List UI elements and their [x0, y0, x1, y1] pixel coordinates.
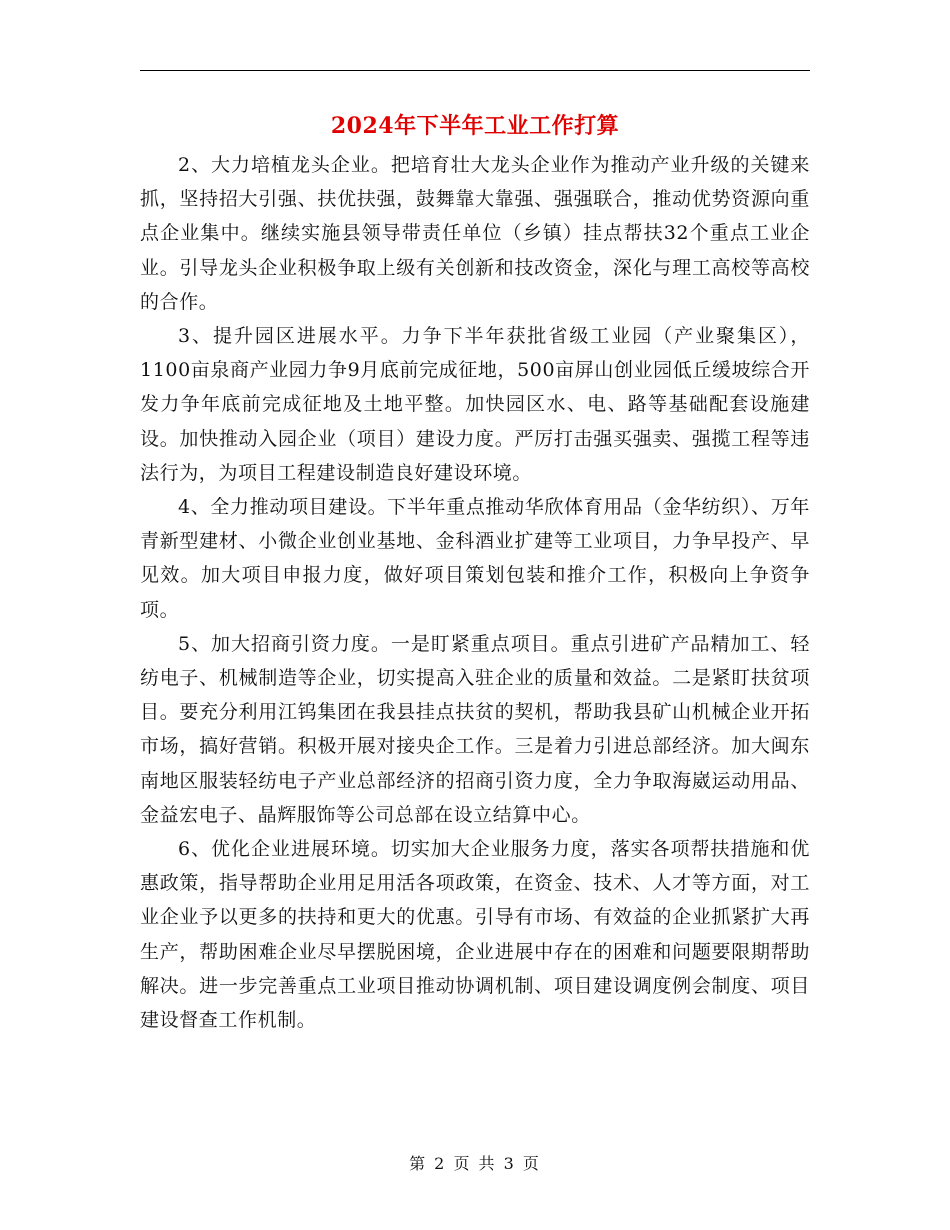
document-body	[140, 148, 810, 1037]
paragraph: 4、全力推动项目建设。下半年重点推动华欣体育用品（金华纺织）、万年青新型建材、小微企业创业基地、金科酒业扩建等工业项目，力争早投产、早见效。加大项目申报力度，做好项目策划包装和推介工作，积极向上争资争项。	[140, 496, 810, 621]
page-number: 第 2 页 共 3 页	[409, 1154, 541, 1173]
paragraph: 6、优化企业进展环境。切实加大企业服务力度，落实各项帮扶措施和优惠政策，指导帮助企业用足用活各项政策，在资金、技术、人才等方面，对工业企业予以更多的扶持和更大的优惠。引导有市场、有效益的企业抓紧扩大再生产，帮助困难企业尽早摆脱困境，企业进展中存在的困难和问题要限期帮助解决。进一步完善重点工业项目推动协调机制、项目建设调度例会制度、项目建设督查工作机制。	[140, 838, 810, 1032]
paragraph: 2、大力培植龙头企业。把培育壮大龙头企业作为推动产业升级的关键来抓，坚持招大引强、扶优扶强，鼓舞靠大靠强、强强联合，推动优势资源向重点企业集中。继续实施县领导带责任单位（乡镇）挂点帮扶32个重点工业企业。引导龙头企业积极争取上级有关创新和技改资金，深化与理工高校等高校的合作。	[140, 154, 810, 313]
header-rule	[140, 70, 810, 71]
paragraph: 3、提升园区进展水平。力争下半年获批省级工业园（产业聚集区），1100亩泉商产业园力争9月底前完成征地，500亩屏山创业园低丘缓坡综合开发力争年底前完成征地及土地平整。加快园区水、电、路等基础配套设施建设。加快推动入园企业（项目）建设力度。严厉打击强买强卖、强揽工程等违法行为，为项目工程建设制造良好建设环境。	[140, 325, 810, 484]
paragraph: 5、加大招商引资力度。一是盯紧重点项目。重点引进矿产品精加工、轻纺电子、机械制造等企业，切实提高入驻企业的质量和效益。二是紧盯扶贫项目。要充分利用江钨集团在我县挂点扶贫的契机，帮助我县矿山机械企业开拓市场，搞好营销。积极开展对接央企工作。三是着力引进总部经济。加大闽东南地区服装轻纺电子产业总部经济的招商引资力度，全力争取海崴运动用品、金益宏电子、晶辉服饰等公司总部在设立结算中心。	[140, 632, 810, 826]
document-title: 2024年下半年工业工作打算	[330, 113, 620, 139]
